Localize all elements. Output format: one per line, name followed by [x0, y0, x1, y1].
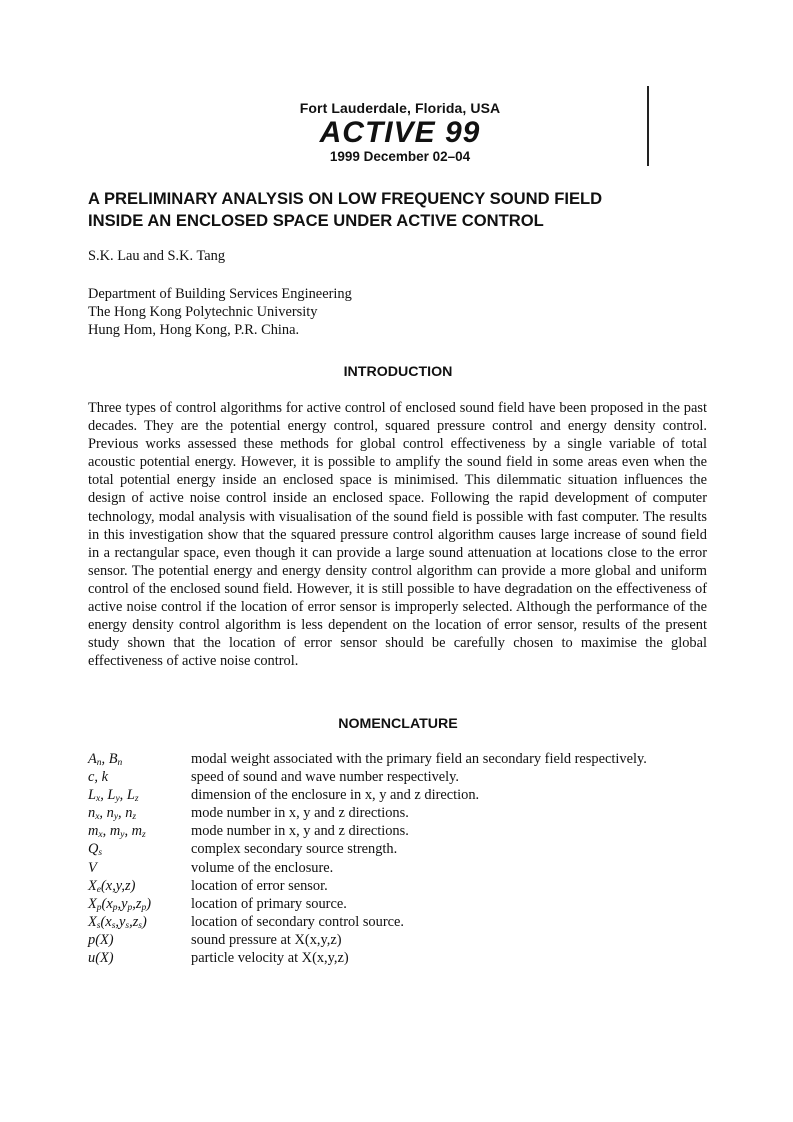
nomenclature-definition: modal weight associated with the primary field an secondary field respectively. — [191, 751, 647, 767]
nomenclature-definition: mode number in x, y and z directions. — [191, 823, 409, 840]
affiliation-line: The Hong Kong Polytechnic University — [88, 304, 318, 321]
nomenclature-row — [88, 822, 647, 840]
nomenclature-definition: speed of sound and wave number respectively. — [191, 769, 460, 786]
symbol-part-subscript: x — [95, 812, 100, 823]
symbol-part: (x,y,z) — [101, 877, 136, 894]
title-line-1: A PRELIMINARY ANALYSIS ON LOW FREQUENCY SOUND FIELD — [88, 189, 603, 208]
nomenclature-definition: mode number in x, y and z directions. — [191, 805, 409, 822]
symbol-part-subscript: p — [141, 902, 147, 913]
nomenclature-symbol — [88, 840, 191, 858]
symbol-part: , B — [101, 751, 118, 767]
nomenclature-list — [88, 750, 647, 967]
nomenclature-definition: sound pressure at X(x,y,z) — [191, 931, 342, 948]
symbol-part: Q — [88, 841, 99, 858]
symbol-part-subscript: s — [96, 920, 101, 931]
symbol-part: , L — [100, 787, 116, 804]
symbol-part-subscript: s — [98, 848, 103, 859]
symbol-part-subscript: z — [142, 830, 146, 841]
nomenclature-row — [88, 949, 647, 967]
nomenclature-row — [88, 859, 647, 877]
symbol-part-subscript: x — [98, 830, 103, 841]
nomenclature-heading: NOMENCLATURE — [338, 716, 458, 732]
paper-title — [88, 188, 708, 232]
symbol-part-subscript: s — [111, 920, 116, 931]
nomenclature-symbol — [88, 750, 191, 768]
symbol-part: c, k — [88, 769, 108, 786]
nomenclature-symbol — [88, 859, 191, 877]
symbol-part-subscript: p — [127, 902, 133, 913]
nomenclature-row — [88, 877, 647, 895]
conference-name: ACTIVE 99 — [319, 116, 481, 149]
symbol-part: X — [88, 913, 97, 930]
symbol-part: , L — [119, 787, 135, 804]
nomenclature-definition: volume of the enclosure. — [191, 859, 334, 876]
symbol-part-subscript: s — [125, 920, 130, 931]
nomenclature-symbol — [88, 786, 191, 804]
nomenclature-row — [88, 768, 647, 786]
conference-location: Fort Lauderdale, Florida, USA — [299, 100, 501, 116]
symbol-part: ,y — [117, 895, 128, 912]
nomenclature-symbol — [88, 822, 191, 840]
nomenclature-definition: location of error sensor. — [191, 877, 328, 894]
introduction-body: Three types of control algorithms for active control of enclosed sound field have been proposed in the past decades. They are the potential energy control, squared pressure control and energy density control. Previous works assessed these methods for global control effectiveness by a single variable of total acoustic potential energy. However, it is possible to amplify the sound field in some areas even when the total potential energy inside an enclosed space is minimised. This dilemmatic situation influences the design of active noise control inside an enclosed space. Following the rapid development of computer technology, modal analysis with visualisation of the sound field is possible with fast computer. The results in this investigation show that the squared pressure control algorithm causes large increase of sound field in a rectangular space, even though it can provide a large sound attenuation at locations close to the error sensor. The potential energy and energy density control algorithm can provide a more global and uniform control of the enclosed sound field. However, it is still possible to have degradation on the effectiveness of active noise control if the location of error sensor is improperly selected. Although the performance of the energy density control algorithm is less dependent on the location of error sensor, results of the present study shown that the location of error sensor should be carefully chosen to maximise the global effectiveness of active noise control. — [88, 400, 707, 670]
conference-header — [250, 100, 550, 165]
nomenclature-definition: dimension of the enclosure in x, y and z direction. — [191, 787, 480, 804]
symbol-part-subscript: z — [134, 794, 139, 805]
nomenclature-row — [88, 804, 647, 822]
symbol-part: m — [88, 823, 99, 840]
nomenclature-definition: complex secondary source strength. — [191, 841, 398, 858]
symbol-part-subscript: n — [117, 758, 123, 768]
symbol-part-subscript: e — [96, 884, 102, 895]
symbol-part-subscript: y — [113, 812, 119, 823]
nomenclature-definition: location of primary source. — [191, 895, 347, 912]
symbol-part: n — [88, 805, 96, 822]
symbol-part: L — [88, 787, 97, 804]
title-line-2: INSIDE AN ENCLOSED SPACE UNDER ACTIVE CONTROL — [88, 211, 544, 230]
introduction-heading: INTRODUCTION — [343, 364, 453, 380]
symbol-part: , n — [99, 805, 114, 822]
symbol-part-subscript: x — [96, 794, 101, 805]
nomenclature-symbol — [88, 768, 191, 786]
symbol-part: ,z — [132, 895, 142, 912]
symbol-part-subscript: p — [112, 902, 118, 913]
symbol-part: A — [88, 751, 97, 767]
nomenclature-symbol — [88, 877, 191, 895]
symbol-part: (x — [100, 913, 112, 930]
symbol-part-subscript: n — [96, 758, 102, 768]
authors: S.K. Lau and S.K. Tang — [88, 248, 226, 264]
symbol-part: , m — [102, 823, 121, 840]
symbol-part: , m — [124, 823, 143, 840]
symbol-part: X — [88, 877, 97, 894]
nomenclature-row — [88, 913, 647, 931]
nomenclature-symbol — [88, 931, 191, 949]
symbol-part-subscript: p — [96, 902, 102, 913]
symbol-part: ,z — [129, 913, 139, 930]
symbol-part: u(X) — [88, 950, 114, 967]
symbol-part: ,y — [115, 913, 126, 930]
nomenclature-row — [88, 931, 647, 949]
affiliation-line: Department of Building Services Engineering — [88, 286, 352, 302]
symbol-part-subscript: y — [115, 794, 120, 805]
nomenclature-row — [88, 895, 647, 913]
nomenclature-definition: particle velocity at X(x,y,z) — [191, 950, 349, 967]
symbol-part: V — [88, 859, 97, 876]
conference-dates: 1999 December 02–04 — [329, 149, 471, 164]
nomenclature-symbol — [88, 913, 191, 931]
symbol-part-subscript: y — [120, 830, 125, 841]
nomenclature-symbol — [88, 895, 191, 913]
nomenclature-symbol — [88, 804, 191, 822]
nomenclature-definition: location of secondary control source. — [191, 913, 404, 930]
nomenclature-row — [88, 750, 647, 768]
affiliation — [88, 285, 352, 339]
symbol-part: ) — [146, 895, 151, 912]
symbol-part: ) — [142, 913, 147, 930]
symbol-part-subscript: s — [138, 920, 142, 931]
nomenclature-row — [88, 786, 647, 804]
symbol-part: , n — [118, 805, 133, 822]
header-vertical-rule — [647, 86, 649, 166]
affiliation-line: Hung Hom, Hong Kong, P.R. China. — [88, 322, 300, 339]
symbol-part-subscript: z — [132, 812, 137, 823]
nomenclature-symbol — [88, 949, 191, 967]
symbol-part: X — [88, 895, 97, 912]
symbol-part: (x — [101, 895, 113, 912]
symbol-part: p(X) — [88, 931, 114, 948]
nomenclature-row — [88, 840, 647, 858]
